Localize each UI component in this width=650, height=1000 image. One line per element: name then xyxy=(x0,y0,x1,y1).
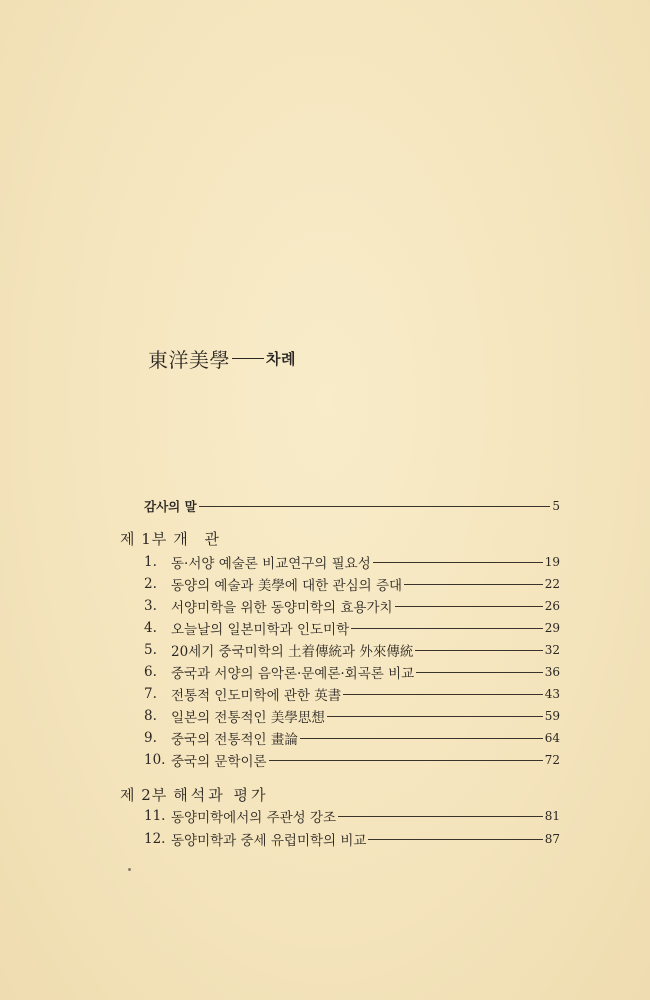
toc-page-number: 19 xyxy=(544,555,560,569)
toc-entry-label: 감사의 말 xyxy=(144,499,197,514)
chapter-title: 동양의 예술과 美學에 대한 관심의 증대 xyxy=(171,578,403,594)
chapter-number: 12. xyxy=(144,831,166,847)
chapter-number: 5. xyxy=(144,642,157,658)
toc-entry[interactable] xyxy=(144,618,560,638)
part-heading-2 xyxy=(120,784,269,805)
chapter-number: 3. xyxy=(144,598,157,614)
part-heading-1 xyxy=(120,528,225,549)
toc-page-number: 29 xyxy=(544,621,560,635)
toc-page-number: 81 xyxy=(544,809,560,823)
toc-page-number: 64 xyxy=(544,731,560,745)
toc-entry[interactable] xyxy=(144,552,560,572)
dot-leader xyxy=(368,839,542,840)
toc-page-number: 59 xyxy=(544,709,560,723)
toc-page-number: 36 xyxy=(544,665,560,679)
dot-leader xyxy=(338,816,543,817)
dot-leader xyxy=(343,694,542,695)
toc-entry[interactable] xyxy=(144,806,560,826)
chapter-number: 11. xyxy=(144,808,166,824)
toc-page-number: 22 xyxy=(544,577,560,591)
chapter-number: 4. xyxy=(144,620,157,636)
chapter-number: 2. xyxy=(144,576,157,592)
contents-heading xyxy=(148,344,296,373)
toc-entry[interactable] xyxy=(144,574,560,594)
dot-leader xyxy=(351,628,543,629)
dot-leader xyxy=(415,650,542,651)
contents-label: 차례 xyxy=(266,350,296,368)
dot-leader xyxy=(373,562,543,563)
toc-entry[interactable] xyxy=(144,596,560,616)
toc-entry[interactable] xyxy=(144,706,560,726)
toc-entry[interactable] xyxy=(144,750,560,770)
dot-leader xyxy=(300,738,543,739)
part-title: 개 관 xyxy=(173,530,226,548)
toc-entry[interactable] xyxy=(144,662,560,682)
chapter-title: 동양미학에서의 주관성 강조 xyxy=(171,810,337,826)
chapter-title: 일본의 전통적인 美學思想 xyxy=(171,710,325,726)
chapter-title: 동·서양 예술론 비교연구의 필요성 xyxy=(171,556,371,572)
chapter-title: 동양미학과 중세 유럽미학의 비교 xyxy=(171,833,367,849)
toc-entry[interactable] xyxy=(144,728,560,748)
chapter-title: 오늘날의 일본미학과 인도미학 xyxy=(171,622,350,638)
part-title: 해석과 평가 xyxy=(173,786,269,804)
part-number: 제 1부 xyxy=(120,530,168,548)
dot-leader xyxy=(199,506,551,507)
chapter-number: 8. xyxy=(144,708,157,724)
toc-page-number: 5 xyxy=(552,499,560,513)
toc-entry[interactable] xyxy=(144,829,560,849)
title-dash xyxy=(232,358,264,359)
toc-page-number: 43 xyxy=(544,687,560,701)
chapter-title: 전통적 인도미학에 관한 英書 xyxy=(171,688,342,704)
dot-leader xyxy=(404,584,543,585)
toc-page-number: 26 xyxy=(544,599,560,613)
chapter-title: 중국과 서양의 음악론·문예론·회곡론 비교 xyxy=(171,666,415,682)
toc-entry[interactable] xyxy=(144,640,560,660)
toc-entry[interactable] xyxy=(144,684,560,704)
chapter-number: 9. xyxy=(144,730,157,746)
chapter-title: 20세기 중국미학의 土着傳統과 外來傳統 xyxy=(171,644,414,660)
dot-leader xyxy=(269,760,543,761)
toc-page-number: 87 xyxy=(544,832,560,846)
chapter-title: 서양미학을 위한 동양미학의 효용가치 xyxy=(171,600,393,616)
toc-page-number: 32 xyxy=(544,643,560,657)
book-title: 東洋美學 xyxy=(148,348,230,372)
chapter-number: 7. xyxy=(144,686,157,702)
chapter-title: 중국의 전통적인 畫論 xyxy=(171,732,298,748)
toc-entry-preface[interactable] xyxy=(144,496,560,516)
ink-speck xyxy=(128,868,131,871)
chapter-number: 10. xyxy=(144,752,166,768)
toc-page-number: 72 xyxy=(544,753,560,767)
dot-leader xyxy=(327,716,543,717)
dot-leader xyxy=(395,606,543,607)
part-number: 제 2부 xyxy=(120,786,168,804)
dot-leader xyxy=(416,672,543,673)
chapter-number: 6. xyxy=(144,664,157,680)
chapter-number: 1. xyxy=(144,554,157,570)
chapter-title: 중국의 문학이론 xyxy=(171,754,267,770)
